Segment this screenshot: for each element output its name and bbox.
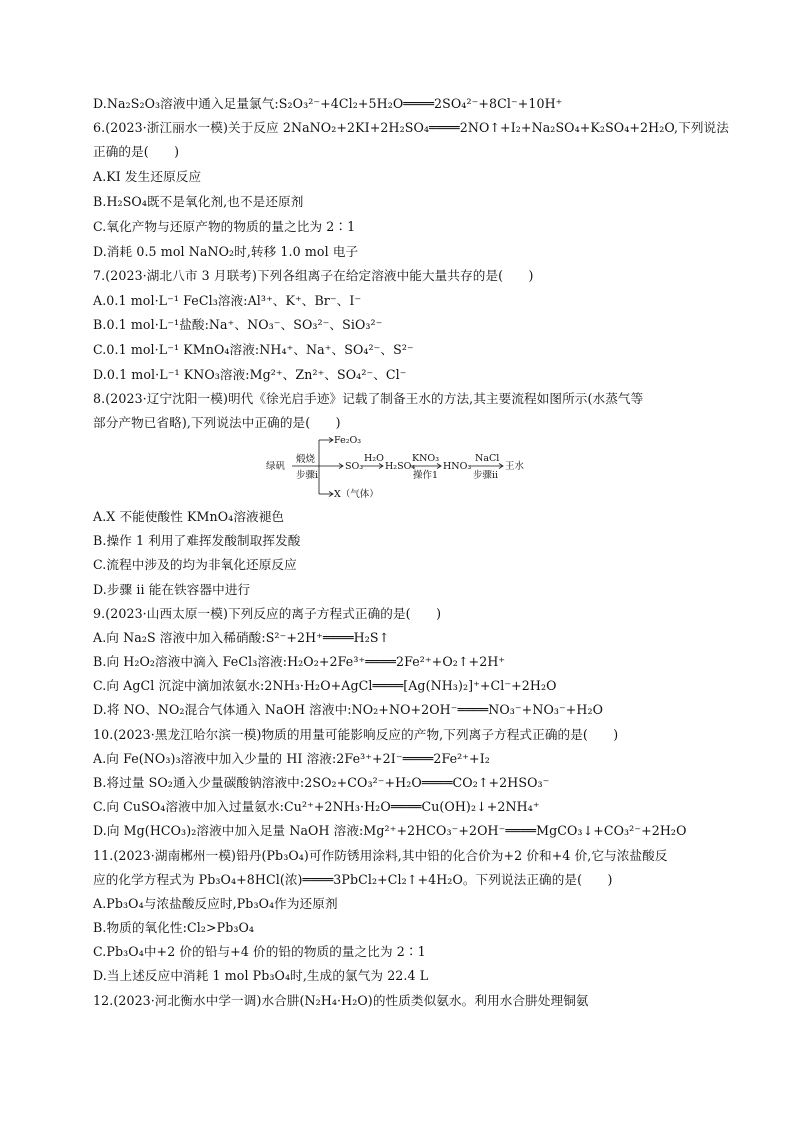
question-6-option-b: B.H₂SO₄既不是氧化剂,也不是还原剂 xyxy=(93,194,304,209)
question-9-option-b: B.向 H₂O₂溶液中滴入 FeCl₃溶液:H₂O₂+2Fe³⁺════2Fe²⁺+O₂↑+2H⁺ xyxy=(93,654,506,669)
question-8-option-b: B.操作 1 利用了难挥发酸制取挥发酸 xyxy=(93,533,301,548)
question-11-option-a: A.Pb₃O₄与浓盐酸反应时,Pb₃O₄作为还原剂 xyxy=(93,896,338,911)
diagram-start-label: 绿矾 xyxy=(266,461,286,472)
question-9-option-d: D.将 NO、NO₂混合气体通入 NaOH 溶液中:NO₂+NO+2OH⁻════NO₃⁻+NO₃⁻+H₂O xyxy=(93,702,604,717)
question-10-option-d: D.向 Mg(HCO₃)₂溶液中加入足量 NaOH 溶液:Mg²⁺+2HCO₃⁻+2OH⁻════MgCO₃↓+CO₃²⁻+2H₂O xyxy=(93,823,687,838)
question-7-option-b: B.0.1 mol·L⁻¹盐酸:Na⁺、NO₃⁻、SO₃²⁻、SiO₃²⁻ xyxy=(93,317,383,332)
diagram-so3-label: SO₃ xyxy=(345,461,364,472)
question-7-option-c: C.0.1 mol·L⁻¹ KMnO₄溶液:NH₄⁺、Na⁺、SO₄²⁻、S²⁻ xyxy=(93,342,414,357)
diagram-kno3-label: KNO₃ xyxy=(412,453,440,464)
question-8-stem: 8.(2023·辽宁沈阳一模)明代《徐光启手迹》记载了制备王水的方法,其主要流程如图所示(水蒸气等 xyxy=(93,391,644,406)
question-8-option-a: A.X 不能使酸性 KMnO₄溶液褪色 xyxy=(93,509,285,524)
question-8-stem-cont: 部分产物已省略),下列说法中正确的是( ) xyxy=(93,415,341,430)
question-10-option-b: B.将过量 SO₂通入少量碳酸钠溶液中:2SO₂+CO₃²⁻+H₂O════CO₂↑+2HSO₃⁻ xyxy=(93,775,550,790)
question-12-stem: 12.(2023·河北衡水中学一调)水合肼(N₂H₄·H₂O)的性质类似氨水。利用水合肼处理铜氨 xyxy=(93,993,589,1008)
diagram-nacl-label: NaCl xyxy=(475,453,500,464)
question-11-option-c: C.Pb₃O₄中+2 价的铅与+4 价的铅的物质的量之比为 2∶1 xyxy=(93,944,426,959)
question-6-option-a: A.KI 发生还原反应 xyxy=(93,169,202,184)
diagram-step1-bottom-label: 步骤i xyxy=(296,470,319,481)
question-9-option-c: C.向 AgCl 沉淀中滴加浓氨水:2NH₃·H₂O+AgCl════[Ag(NH₃)₂]⁺+Cl⁻+2H₂O xyxy=(93,678,557,693)
question-7-option-a: A.0.1 mol·L⁻¹ FeCl₃溶液:Al³⁺、K⁺、Br⁻、I⁻ xyxy=(93,293,362,308)
question-6-option-c: C.氧化产物与还原产物的物质的量之比为 2∶1 xyxy=(93,219,356,234)
question-7-option-d: D.0.1 mol·L⁻¹ KNO₃溶液:Mg²⁺、Zn²⁺、SO₄²⁻、Cl⁻ xyxy=(93,367,407,382)
diagram-h2so4-label: H₂SO₄ xyxy=(385,461,416,472)
diagram-product-label: 王水 xyxy=(505,461,525,472)
diagram-h2o-label: H₂O xyxy=(364,453,384,464)
question-11-option-b: B.物质的氧化性:Cl₂>Pb₃O₄ xyxy=(93,920,255,935)
question-6-stem-cont: 正确的是( ) xyxy=(93,144,180,159)
diagram-hno3-label: HNO₃ xyxy=(443,461,472,472)
question-7-stem: 7.(2023·湖北八市 3 月联考)下列各组离子在给定溶液中能大量共存的是( ) xyxy=(93,268,534,283)
diagram-fe2o3-label: Fe₂O₃ xyxy=(334,435,362,446)
question-9-stem: 9.(2023·山西太原一模)下列反应的离子方程式正确的是( ) xyxy=(93,606,442,621)
question-10-option-c: C.向 CuSO₄溶液中加入过量氨水:Cu²⁺+2NH₃·H₂O════Cu(OH)₂↓+2NH₄⁺ xyxy=(93,799,540,814)
question-6-stem: 6.(2023·浙江丽水一模)关于反应 2NaNO₂+2KI+2H₂SO₄════2NO↑+I₂+Na₂SO₄+K₂SO₄+2H₂O,下列说法 xyxy=(93,120,729,135)
question-10-option-a: A.向 Fe(NO₃)₃溶液中加入少量的 HI 溶液:2Fe³⁺+2I⁻════2Fe²⁺+I₂ xyxy=(93,751,490,766)
aqua-regia-flow-diagram xyxy=(264,432,534,504)
question-8-option-c: C.流程中涉及的均为非氧化还原反应 xyxy=(93,557,297,572)
question-8-option-d: D.步骤 ii 能在铁容器中进行 xyxy=(93,582,251,597)
diagram-x-gas-label: X（气体） xyxy=(334,489,379,500)
diagram-op1-label: 操作1 xyxy=(413,470,439,481)
question-5-option-d: D.Na₂S₂O₃溶液中通入足量氯气:S₂O₃²⁻+4Cl₂+5H₂O════2SO₄²⁻+8Cl⁻+10H⁺ xyxy=(93,96,563,111)
question-11-stem-cont: 应的化学方程式为 Pb₃O₄+8HCl(浓)════3PbCl₂+Cl₂↑+4H₂O。下列说法正确的是( ) xyxy=(93,872,613,887)
question-6-option-d: D.消耗 0.5 mol NaNO₂时,转移 1.0 mol 电子 xyxy=(93,244,359,259)
question-10-stem: 10.(2023·黑龙江哈尔滨一模)物质的用量可能影响反应的产物,下列离子方程式正确的是( ) xyxy=(93,727,619,742)
diagram-step1-top-label: 煅烧 xyxy=(296,454,316,465)
diagram-step2-label: 步骤ii xyxy=(473,470,499,481)
question-9-option-a: A.向 Na₂S 溶液中加入稀硝酸:S²⁻+2H⁺════H₂S↑ xyxy=(93,630,390,645)
question-11-stem: 11.(2023·湖南郴州一模)铅丹(Pb₃O₄)可作防锈用涂料,其中铅的化合价为+2 价和+4 价,它与浓盐酸反 xyxy=(93,848,668,863)
question-11-option-d: D.当上述反应中消耗 1 mol Pb₃O₄时,生成的氯气为 22.4 L xyxy=(93,968,429,983)
